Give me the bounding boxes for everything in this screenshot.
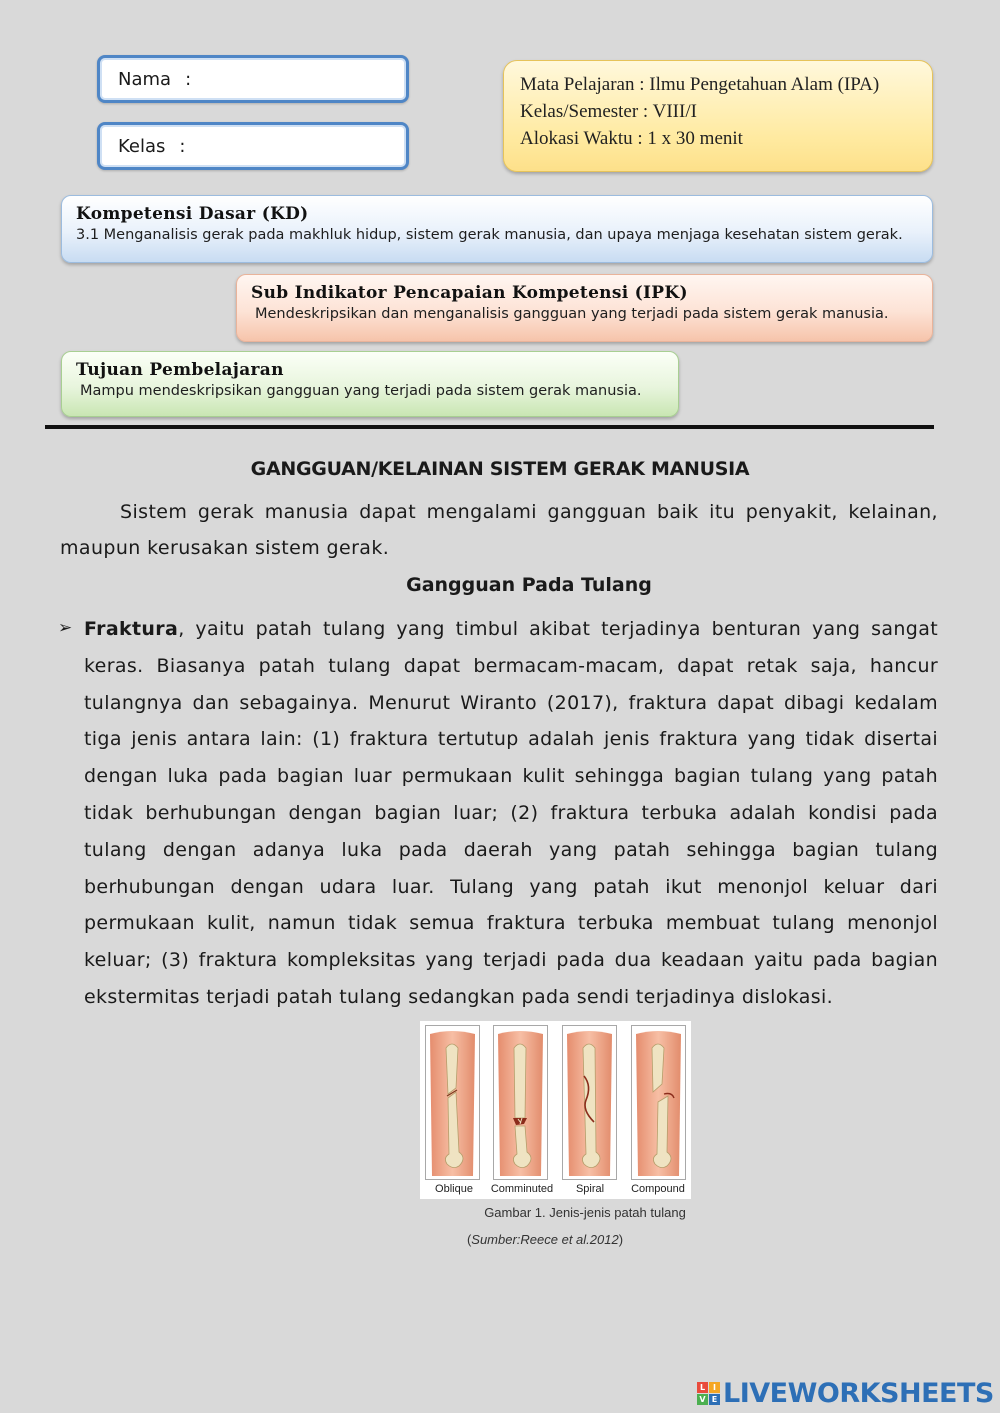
time-allocation-row: Alokasi Waktu : 1 x 30 menit (520, 128, 743, 149)
section-divider (45, 425, 934, 429)
section-subheading: Gangguan Pada Tulang (406, 574, 652, 596)
fraktura-text: , yaitu patah tulang yang timbul akibat terjadinya benturan yang sangat keras. Biasanya patah tulang dapat bermacam-macam, dapat retak saja, hancur tulangnya dan sebagainya. Menurut Wiranto (2017), fraktura dapat dibagi kedalam tiga jenis antara lain: (1) fraktura tertutup adalah jenis fraktura yang tidak disertai dengan luka pada bagian luar permukaan kulit sehingga bagian tulang yang patah tidak berhubungan dengan bagian luar; (2) fraktura terbuka adalah kondisi pada tulang dengan adanya luka pada daerah yang patah sehingga bagian tulang berhubungan dengan udara luar. Tulang yang patah ikut menonjol keluar dari permukaan kulit, namun tidak semua fraktura terbuka membuat tulang menonjol keluar; (3) fraktura kompleksitas yang terjadi pada dua keadaan yaitu pada bagian ekstermitas terjadi patah tulang sedangkan pada sendi terjadinya dislokasi. (84, 618, 938, 1008)
class-colon: : (179, 135, 186, 157)
name-input[interactable] (199, 63, 373, 95)
semester-row: Kelas/Semester : VIII/I (520, 101, 697, 122)
name-colon: : (185, 68, 192, 90)
class-label: Kelas (118, 135, 166, 157)
spiral-fracture-image (562, 1025, 617, 1180)
compound-fracture-image (631, 1025, 686, 1180)
fraktura-term: Fraktura (84, 618, 179, 640)
figure-label: Spiral (575, 1183, 605, 1195)
intro-paragraph: Sistem gerak manusia dapat mengalami gangguan baik itu penyakit, kelainan, maupun kerusakan sistem gerak. (60, 501, 938, 559)
kd-title: Kompetensi Dasar (KD) (76, 204, 309, 224)
figure-label: Compound (631, 1183, 685, 1195)
ipk-text: Mendeskripsikan dan menganalisis gangguan yang terjadi pada sistem gerak manusia. (255, 306, 889, 322)
name-field-box (97, 55, 409, 103)
fracture-figure (420, 1021, 691, 1199)
ipk-band (236, 274, 933, 342)
tujuan-band (61, 351, 679, 417)
figure-caption: Gambar 1. Jenis-jenis patah tulang (484, 1205, 686, 1220)
figure-label: Comminuted (490, 1183, 554, 1195)
subject-info-box (503, 60, 933, 172)
oblique-fracture-image (425, 1025, 480, 1180)
name-label: Nama (118, 68, 172, 90)
subject-row: Mata Pelajaran : Ilmu Pengetahuan Alam (IPA) (520, 74, 880, 95)
liveworksheets-logo (697, 1376, 994, 1410)
class-input[interactable] (193, 130, 367, 162)
kd-band (61, 195, 933, 263)
tujuan-text: Mampu mendeskripsikan gangguan yang terjadi pada sistem gerak manusia. (80, 383, 642, 399)
comminuted-fracture-image (493, 1025, 548, 1180)
figure-source-text: Sumber:Reece et al.2012 (471, 1232, 619, 1247)
kd-text: 3.1 Menganalisis gerak pada makhluk hidup, sistem gerak manusia, dan upaya menjaga kesehatan sistem gerak. (76, 227, 903, 243)
figure-label: Oblique (435, 1183, 473, 1195)
liveworksheets-icon: L I V E (697, 1382, 720, 1405)
fraktura-paragraph (84, 611, 938, 1016)
ipk-title: Sub Indikator Pencapaian Kompetensi (IPK) (251, 283, 688, 303)
bullet-arrow-icon: ➢ (58, 618, 73, 638)
brand-name: LIVEWORKSHEETS (723, 1377, 994, 1409)
class-field-box (97, 122, 409, 170)
page-title: GANGGUAN/KELAINAN SISTEM GERAK MANUSIA (250, 458, 750, 480)
figure-source: (Sumber:Reece et al.2012) (466, 1232, 624, 1247)
tujuan-title: Tujuan Pembelajaran (76, 360, 284, 380)
